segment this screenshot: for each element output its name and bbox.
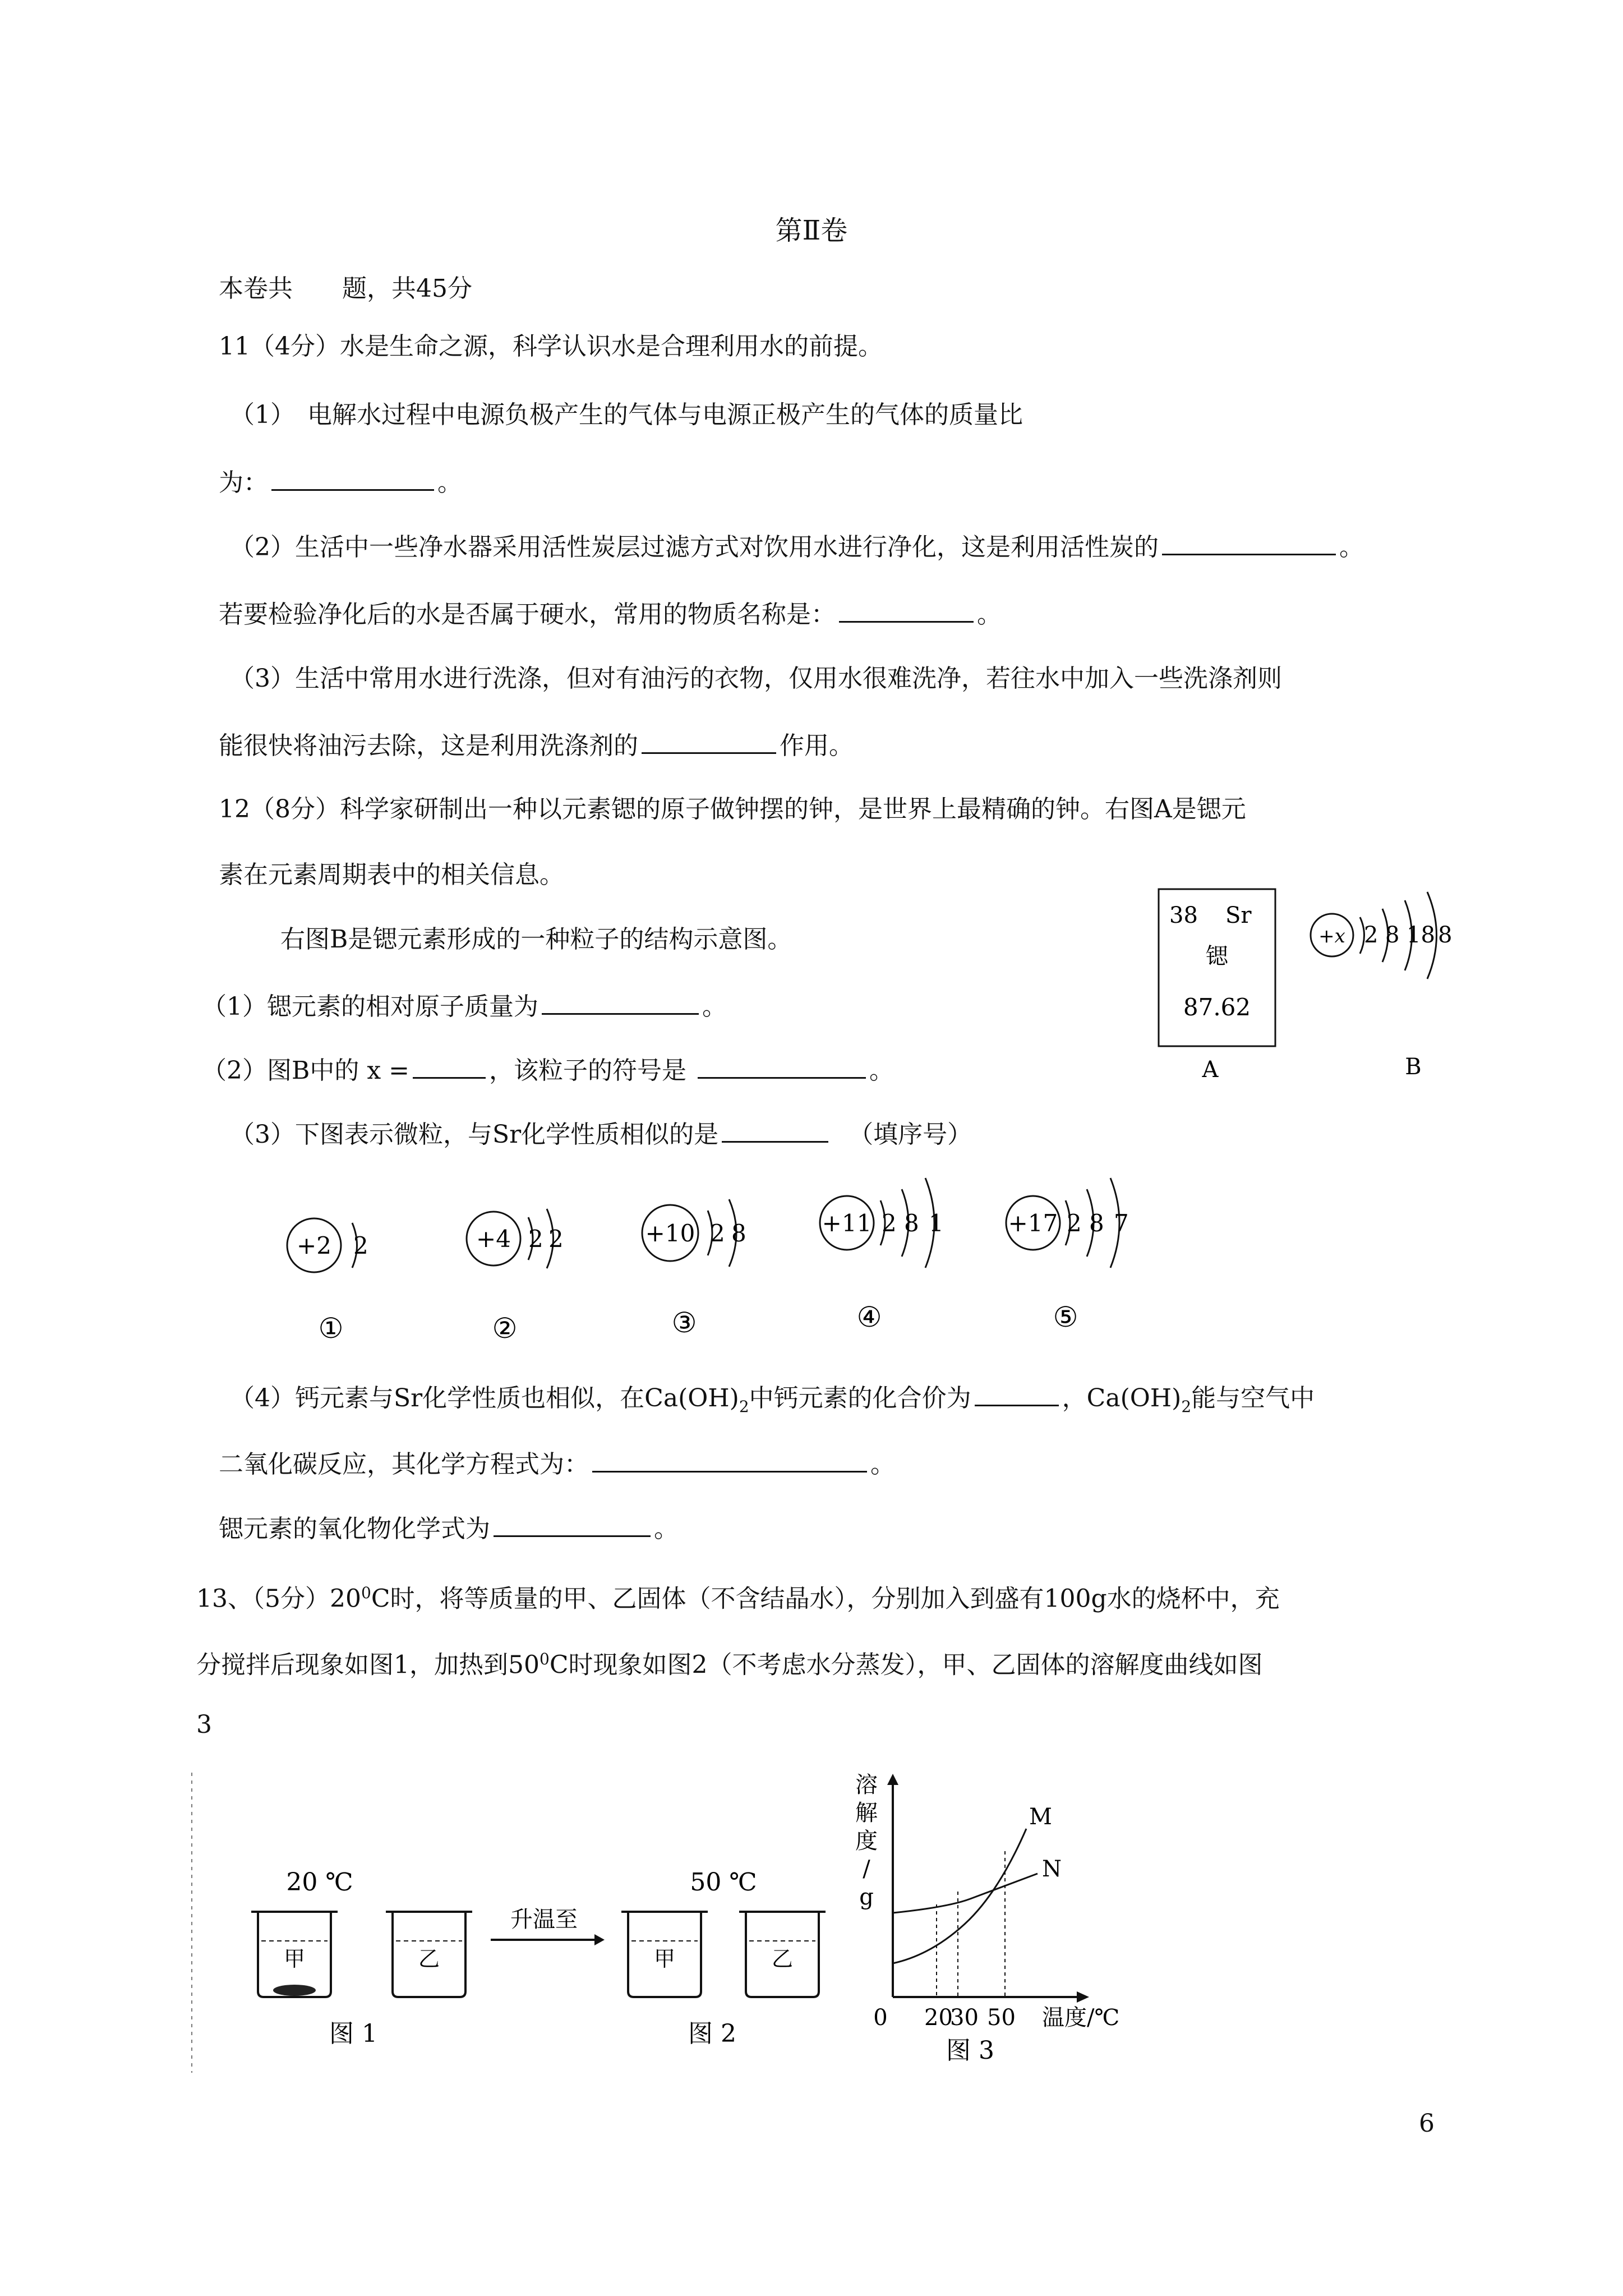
tile-symbol: Sr	[1225, 903, 1252, 928]
fig3-ylabel-char-3: 度	[855, 1828, 878, 1854]
fig2-beaker-2-label: 乙	[771, 1947, 794, 1971]
fig3-curve-M	[893, 1829, 1026, 1963]
particle-1-label: ①	[318, 1312, 344, 1345]
q11-part3-suffix: 作用。	[780, 731, 854, 760]
ion-shell-count-2: 8	[1385, 922, 1400, 948]
heat-arrow-head	[594, 1934, 605, 1945]
fig3-caption: 图 3	[946, 2036, 994, 2065]
page-number: 6	[1419, 2109, 1435, 2138]
particle-5-label: ⑤	[1053, 1301, 1078, 1333]
q13-line1-text: C时，将等质量的甲、乙固体（不含结晶水），分别加入到盛有100g水的烧杯中，充	[371, 1584, 1280, 1613]
q12-part4-suffix: 能与空气中	[1191, 1384, 1315, 1412]
q11-part2-suffix: 。	[1339, 533, 1364, 562]
particle-3-shell-1: 2	[710, 1220, 725, 1247]
fig1-temperature: 20 ℃	[286, 1868, 353, 1897]
q11-part2b-suffix: 。	[977, 600, 1002, 629]
fig1-undissolved-solid	[273, 1985, 316, 1996]
particle-2-charge: +4	[476, 1225, 511, 1253]
particle-4-charge: +11	[822, 1209, 872, 1237]
fig2-caption: 图 2	[688, 2019, 736, 2048]
particle-2-shell-1: 2	[528, 1225, 543, 1253]
section-title: 第Ⅱ卷	[775, 215, 848, 246]
fig3-ylabel-char-5: g	[859, 1884, 874, 1910]
tile-atomic-number: 38	[1169, 903, 1198, 928]
q13-line1	[196, 1576, 1280, 1616]
q12-part2-symbol-blank[interactable]	[698, 1052, 866, 1079]
q12-figB-note: 右图B是锶元素形成的一种粒子的结构示意图。	[280, 925, 792, 954]
fig1-caption: 图 1	[329, 2019, 377, 2048]
ion-shell-count-1: 2	[1364, 922, 1378, 948]
heat-arrow	[491, 1907, 605, 1945]
particle-5	[1006, 1178, 1129, 1333]
q13-line2-pre: 分搅拌后现象如图1，加热到50	[196, 1650, 540, 1680]
particle-4-shell-2: 8	[904, 1209, 919, 1237]
fig1-beaker-1-label: 甲	[283, 1947, 306, 1971]
particle-3	[642, 1199, 746, 1339]
ion-label: B	[1405, 1054, 1422, 1080]
q11-part3-line2	[219, 728, 854, 763]
fig3-tick-30: 30	[950, 2005, 979, 2031]
q12-part2	[202, 1052, 894, 1088]
particle-2-label: ②	[492, 1312, 518, 1345]
q13-degree-1: 0	[361, 1584, 371, 1602]
q13-line1-pre: 13、（5分）20	[196, 1584, 361, 1613]
fig3-label-M: M	[1029, 1804, 1052, 1830]
q12-part4-mid2: ，Ca(OH)	[1062, 1384, 1182, 1412]
q12-part1	[202, 988, 727, 1024]
particle-5-shell-1: 2	[1067, 1209, 1082, 1237]
figure-2	[621, 1868, 826, 2048]
ion-shell-count-4: 8	[1438, 922, 1453, 948]
q12-heading-cont: 素在元素周期表中的相关信息。	[219, 861, 564, 889]
particle-2	[467, 1209, 564, 1345]
q11-part1-suffix: 。	[437, 468, 462, 497]
tile-atomic-mass: 87.62	[1183, 993, 1251, 1021]
q12-part2-suffix: 。	[869, 1056, 894, 1085]
q11-part2-text: （2）生活中一些净水器采用活性炭层过滤方式对饮用水进行净化，这是利用活性炭的	[230, 533, 1159, 562]
fig2-beaker-1-label: 甲	[653, 1947, 676, 1971]
q12-part4-mid: 中钙元素的化合价为	[749, 1384, 971, 1412]
fig3-label-N: N	[1042, 1856, 1062, 1882]
particle-3-charge: +10	[645, 1220, 695, 1247]
q12-part3	[230, 1116, 972, 1152]
particle-1-charge: +2	[297, 1232, 331, 1259]
particle-3-label: ③	[671, 1306, 697, 1339]
q12-part3-blank[interactable]	[722, 1116, 828, 1143]
q12-part2-text: （2）图B中的 x =	[202, 1056, 409, 1085]
q12-part4-line2	[219, 1446, 895, 1481]
q12-part3-text: （3）下图表示微粒，与Sr化学性质相似的是	[230, 1120, 719, 1149]
fig3-origin: 0	[873, 2005, 888, 2031]
q12-part4-sub2: 2	[1181, 1397, 1192, 1416]
section-intro: 本卷共 题，共45分	[219, 274, 472, 303]
solubility-figures	[185, 1761, 1150, 2076]
fig3-curve-N	[893, 1874, 1038, 1913]
q12-part4-sub1: 2	[739, 1397, 749, 1416]
particle-4	[820, 1178, 944, 1333]
particle-5-shell-2: 8	[1089, 1209, 1104, 1237]
fig3-ylabel-char-4: /	[863, 1856, 870, 1882]
q12-heading: 12（8分）科学家研制出一种以元素锶的原子做钟摆的钟，是世界上最精确的钟。右图A是锶元	[219, 795, 1246, 823]
q12-part4-line3	[219, 1511, 679, 1546]
q11-part3-line1: （3）生活中常用水进行洗涤，但对有油污的衣物，仅用水很难洗净，若往水中加入一些洗涤剂则	[230, 664, 1282, 693]
figure-1	[251, 1868, 472, 2048]
q13-line3: 3	[196, 1710, 212, 1739]
q11-part2-blank[interactable]	[1162, 529, 1336, 555]
q12-part4-line1	[230, 1380, 1315, 1424]
fig3-y-arrow	[887, 1774, 898, 1785]
q12-part3-hint: （填序号）	[849, 1120, 972, 1149]
fig1-beaker-2-label: 乙	[418, 1947, 440, 1971]
q11-heading: 11（4分）水是生命之源，科学认识水是合理利用水的前提。	[219, 332, 883, 361]
q11-part1-line2	[219, 464, 462, 500]
particle-5-charge: +17	[1008, 1209, 1058, 1237]
q12-part4-equation-blank[interactable]	[592, 1446, 867, 1473]
particle-4-shell-3: 1	[929, 1209, 944, 1237]
q13-line2	[196, 1642, 1262, 1682]
fig2-temperature: 50 ℃	[690, 1868, 757, 1897]
q13-line2-text: C时现象如图2（不考虑水分蒸发），甲、乙固体的溶解度曲线如图	[549, 1650, 1263, 1680]
q11-part2b-blank[interactable]	[839, 596, 974, 623]
fig3-x-arrow	[1077, 1991, 1089, 2003]
q13-degree-2: 0	[539, 1650, 550, 1668]
particle-3-shell-2: 8	[731, 1220, 746, 1247]
q12-part2-x-blank[interactable]	[413, 1052, 486, 1079]
tile-label: A	[1202, 1057, 1219, 1083]
heat-arrow-label: 升温至	[510, 1907, 578, 1932]
fig3-tick-20: 20	[924, 2005, 953, 2031]
particle-1	[287, 1218, 368, 1345]
fig3-xlabel: 温度/℃	[1042, 2005, 1120, 2031]
q11-part1-prefix: 为：	[219, 468, 268, 497]
fig3-tick-50: 50	[987, 2005, 1016, 2031]
fig3-ylabel-char-1: 溶	[855, 1772, 878, 1798]
q11-part2-line2	[219, 596, 1002, 632]
q12-part4-text: （4）钙元素与Sr化学性质也相似，在Ca(OH)	[230, 1384, 739, 1412]
q12-part4c-text: 锶元素的氧化物化学式为	[219, 1515, 490, 1543]
q12-part2-mid: ，该粒子的符号是	[488, 1056, 686, 1085]
q11-part3-blank[interactable]	[642, 728, 776, 754]
tile-element-name: 锶	[1206, 944, 1228, 969]
ion-shell-count-3: 18	[1407, 922, 1435, 948]
q12-part4-oxide-blank[interactable]	[494, 1511, 651, 1537]
q12-part4c-suffix: 。	[654, 1515, 679, 1543]
particle-diagrams	[269, 1161, 1195, 1363]
ion-nucleus-charge: +x	[1318, 925, 1345, 947]
q11-part1-blank[interactable]	[271, 464, 434, 491]
q12-part4b-suffix: 。	[870, 1450, 895, 1479]
q12-part1-text: （1）锶元素的相对原子质量为	[202, 992, 538, 1021]
particle-4-shell-1: 2	[882, 1209, 897, 1237]
q11-part2b-text: 若要检验净化后的水是否属于硬水，常用的物质名称是：	[219, 600, 836, 629]
strontium-figure	[1122, 875, 1469, 1088]
particle-2-shell-2: 2	[548, 1225, 564, 1253]
q12-part4-valence-blank[interactable]	[975, 1380, 1059, 1406]
figure-3	[855, 1772, 1119, 2065]
particle-4-label: ④	[856, 1301, 882, 1333]
particle-5-shell-3: 7	[1114, 1209, 1129, 1237]
q12-part1-blank[interactable]	[542, 988, 699, 1015]
q12-part4b-text: 二氧化碳反应，其化学方程式为：	[219, 1450, 589, 1479]
q12-part1-suffix: 。	[702, 992, 727, 1021]
q11-part1-line1: （1） 电解水过程中电源负极产生的气体与电源正极产生的气体的质量比	[230, 401, 1023, 429]
fig3-ylabel-char-2: 解	[855, 1800, 878, 1826]
q11-part3-text: 能很快将油污去除，这是利用洗涤剂的	[219, 731, 638, 760]
particle-1-shell-1: 2	[353, 1232, 368, 1259]
q11-part2-line1	[230, 529, 1364, 564]
